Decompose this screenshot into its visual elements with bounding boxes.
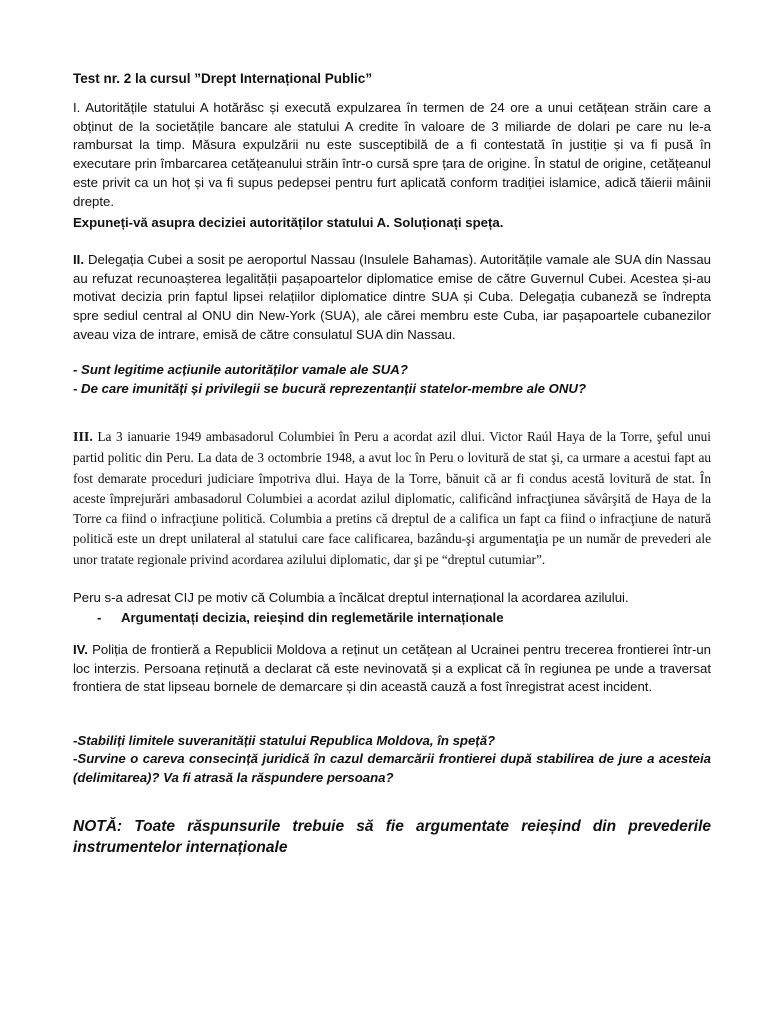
note: [73, 816, 711, 858]
section-2-questions: [73, 360, 711, 398]
section-4-number: IV.: [73, 642, 88, 657]
section-2-body: Delegația Cubei a sosit pe aeroportul Nassau (Insulele Bahamas). Autoritățile vamale ale SUA din Nassau au refuzat recunoașterea legalității pașapoartelor diplomatice emise de către Guvernul Cubei. Acestea și-au motivat decizia prin faptul lipsei relațiilor diplomatice dintre SUA și Cuba. Delegația cubaneză se îndrepta spre sediul central al ONU din New-York (SUA), ale cărei membru este Cuba, iar pașapoartele cubanezilor aveau viza de intrare, emisă de către consulatul SUA din Nassau.: [73, 252, 711, 342]
section-3-bullet-text: Argumentați decizia, reieșind din reglemetările internaționale: [121, 609, 504, 625]
section-3-text-2: Peru s-a adresat CIJ pe motiv că Columbia a încălcat dreptul internațional la acordarea azilului.: [73, 590, 629, 605]
section-3-body: La 3 ianuarie 1949 ambasadorul Columbiei în Peru a acordat azil dlui. Victor Raúl Haya de la Torre, şeful unui partid politic din Peru. La data de 3 octombrie 1948, a avut loc în Peru o lovitură de stat şi, ca urmare a acestui fapt au fost demarate proceduri judiciare împotriva dlui. Haya de la Torre, bănuit că ar fi condus acestă lovitură de stat. În aceste împrejurări ambasadorul Columbiei a acordat azilul diplomatic, calificând infracţiunea săvârşită de Haya de la Torre ca fiind o infracţiune politică. Columbia a pretins că dreptul de a califica un fapt ca fiind o infracţiune de natură politică este un drept unilateral al statului care face calificarea, bazându-şi argumentaţia pe un număr de prevederi ale unor tratate regionale privind acordarea azilului diplomatic, dar şi pe “dreptul cutumiar”.: [73, 429, 711, 567]
section-4-text: [73, 641, 711, 697]
section-2-number: II.: [73, 252, 84, 267]
section-1-question: Expuneți-vă asupra deciziei autorităților statului A. Soluționați speța.: [73, 215, 504, 231]
section-2-text: [73, 251, 711, 345]
document-title: Test nr. 2 la cursul ”Drept Internațional Public”: [73, 71, 373, 86]
section-1-text: I. Autoritățile statului A hotărăsc și execută expulzarea în termen de 24 ore a unui cetățean străin care a obținut de la societățile bancare ale statului A credite în valoare de 3 miliarde de dolari pe care nu le-a rambursat la timp. Măsura expulzării nu este susceptibilă de a fi contestată în justiție și va fi pusă în executare prin îmbarcarea cetățeanului străin într-o cursă spre țara de origine. În statul de origine, cetățeanul este privit ca un hoț și va fi supus pedepsei pentru furt aplicată conform tradiției islamice, adică tăierii mâinii drepte.: [73, 100, 711, 209]
section-2-question-2: - De care imunități și privilegii se bucură reprezentanții statelor-membre ale ONU?: [73, 381, 586, 396]
note-text: NOTĂ: Toate răspunsurile trebuie să fie argumentate reieșind din prevederile instrumentelor internaționale: [73, 818, 711, 856]
section-2-question-1: - Sunt legitime acțiunile autorităților vamale ale SUA?: [73, 362, 408, 377]
section-3: [73, 427, 711, 570]
section-4-questions: [73, 731, 711, 787]
section-4-question-1: -Stabiliți limitele suveranității statului Republica Moldova, în speță?: [73, 733, 496, 748]
section-3-number: III.: [73, 430, 93, 445]
section-4: [73, 641, 711, 697]
bullet-dash: -: [97, 609, 102, 625]
section-4-body: Poliția de frontieră a Republicii Moldova a reținut un cetățean al Ucrainei pentru trecerea frontierei într-un loc interzis. Persoana reținută a declarat că este nevinovată și a explicat că în regiunea pe unde a traversat frontiera de stat lipseau bornele de demarcare și din această cauză a fost înregistrat acest incident.: [73, 642, 711, 695]
section-4-question-2: -Survine o careva consecință juridică în cazul demarcării frontierei după stabilirea de jure a acesteia (delimitarea)? Va fi atrasă la răspundere persoana?: [73, 751, 711, 785]
section-3-tail: [73, 589, 711, 627]
section-3-bullet: [97, 609, 711, 628]
section-2: [73, 251, 711, 345]
section-1: [73, 99, 711, 233]
section-3-text: [73, 427, 711, 570]
